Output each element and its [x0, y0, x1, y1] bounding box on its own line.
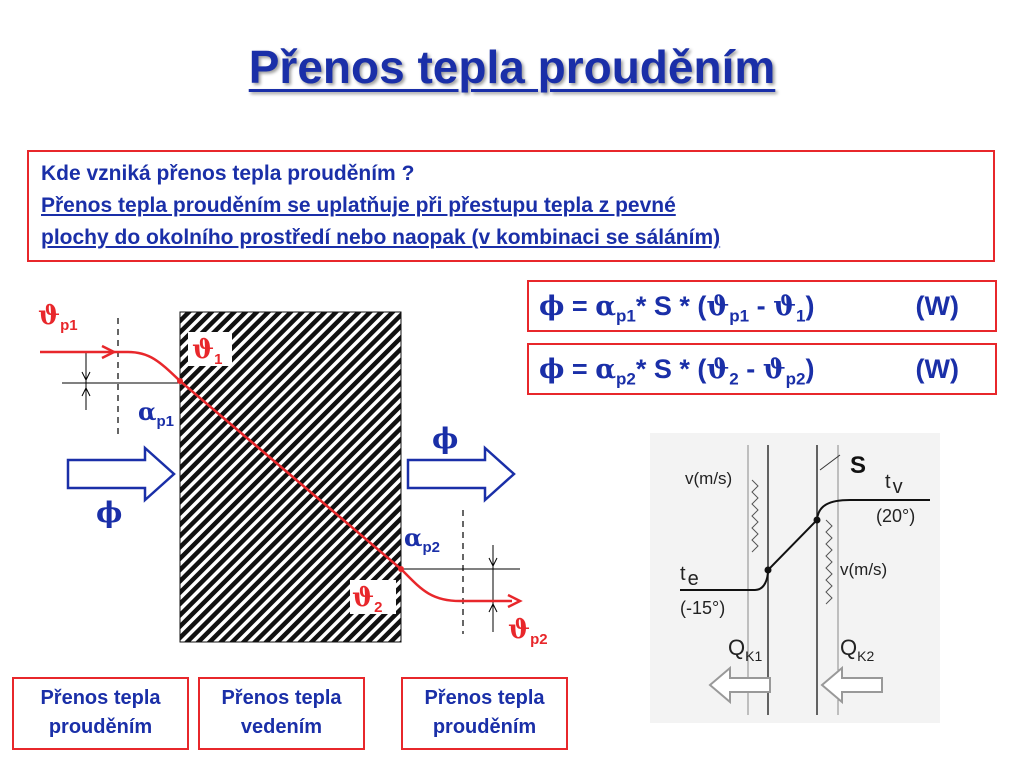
unit-watt: (W) [915, 354, 959, 384]
theta-subscript-a: 2 [729, 369, 739, 389]
scan-point-2 [814, 517, 821, 524]
caption-line1: Přenos tepla [40, 687, 161, 709]
formula-area-term: * S * ( [635, 291, 707, 321]
equals: = [564, 354, 596, 384]
alpha-subscript: p2 [615, 369, 636, 389]
close-paren: ) [805, 354, 815, 384]
heat-flow-arrow-right-icon [408, 448, 514, 500]
alpha-symbol: α [595, 354, 616, 385]
label-phi-left: ϕ [96, 496, 123, 529]
label-phi-right: ϕ [432, 422, 459, 455]
minus: - [738, 354, 763, 384]
phi-symbol: ϕ [539, 354, 565, 385]
unit-watt: (W) [915, 291, 959, 321]
label-theta-1: $ϑ_1$ [192, 335, 223, 368]
scan-label-te: t e [680, 563, 699, 590]
caption-line2: vedením [240, 716, 323, 738]
scan-label-s: S [850, 452, 867, 479]
interface-point-2 [398, 566, 404, 572]
intro-question: Kde vzniká přenos tepla prouděním ? [41, 162, 415, 185]
alpha-subscript: p1 [615, 306, 636, 326]
minus: - [749, 291, 774, 321]
caption-line1: Přenos tepla [221, 687, 342, 709]
formula-area-term: * S * ( [635, 354, 707, 384]
caption-conduction [198, 677, 365, 750]
close-paren: ) [805, 291, 815, 321]
theta-subscript-a: p1 [729, 306, 750, 326]
scan-point-1 [765, 567, 772, 574]
alpha-symbol: α [595, 291, 616, 322]
scan-label-tv-value: (20°) [876, 506, 916, 526]
theta-symbol: ϑ [706, 291, 730, 322]
scan-label-te-value: (-15°) [680, 598, 726, 618]
scan-label-tv: t v [885, 471, 903, 498]
scanned-wall-diagram [650, 433, 940, 723]
label-alpha-p2: $\alpha_{p2}$ [404, 523, 440, 556]
intro-answer-line2: plochy do okolního prostředí nebo naopak (v kombinaci se sáláním) [41, 226, 721, 249]
theta-symbol-2: ϑ [762, 354, 786, 385]
theta-symbol: ϑ [706, 354, 730, 385]
label-alpha-p1: $\alpha_{p1}$ [138, 397, 174, 430]
equals: = [564, 291, 596, 321]
caption-line1: Přenos tepla [424, 687, 545, 709]
scan-label-qk2: $Q_{K2}$ [840, 635, 875, 664]
label-theta-p2: $ϑ_{p2}$ [508, 615, 548, 648]
phi-symbol: ϕ [539, 291, 565, 322]
caption-line2: prouděním [48, 716, 153, 738]
page-title: Přenos tepla prouděním [248, 41, 776, 93]
label-theta-2: $ϑ_2$ [352, 583, 383, 616]
caption-convection-left [12, 677, 189, 750]
caption-convection-right [401, 677, 568, 750]
theta-symbol-2: ϑ [773, 291, 797, 322]
theta-subscript-b: p2 [785, 369, 806, 389]
caption-line2: prouděním [432, 716, 537, 738]
theta-subscript-b: 1 [796, 306, 806, 326]
label-theta-p1: $ϑ_{p1}$ [38, 301, 78, 334]
intro-answer-line1: Přenos tepla prouděním se uplatňuje při přestupu tepla z pevné [41, 194, 676, 217]
scan-label-v-left: v(m/s) [685, 469, 733, 488]
scan-label-v-right: v(m/s) [840, 560, 888, 579]
interface-point-1 [177, 378, 183, 384]
scan-label-qk1: $Q_{K1}$ [728, 635, 763, 664]
heat-flow-arrow-left-icon [68, 448, 174, 500]
